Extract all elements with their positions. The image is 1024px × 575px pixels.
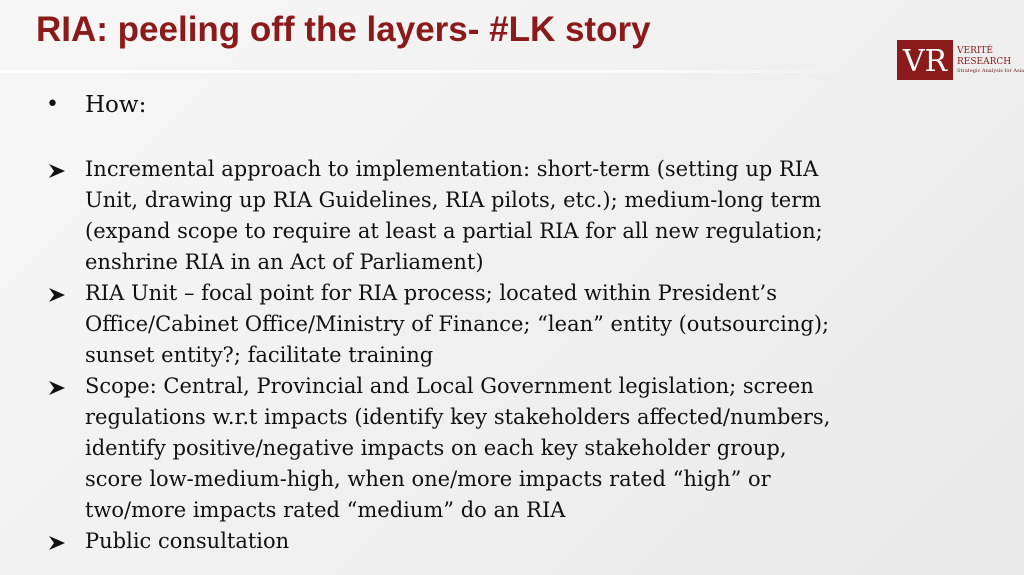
list-item xyxy=(46,278,846,371)
logo-monogram: VR xyxy=(902,44,948,79)
point-text: RIA Unit – focal point for RIA process; located within President’s Office/Cabinet Office/Ministry of Finance; “lean” entity (outsourcing); sunset entity?; facilitate training xyxy=(85,281,830,367)
logo-monogram-icon xyxy=(897,40,953,80)
point-text: Incremental approach to implementation: short-term (setting up RIA Unit, drawing up RIA Guidelines, RIA pilots, etc.); medium-long term (expand scope to require at least a partial RIA for all new regulation; enshrine RIA in an Act of Parliament) xyxy=(85,157,823,274)
arrowhead-bullet-icon xyxy=(48,535,66,551)
point-text: Public consultation xyxy=(85,529,290,553)
slide-body xyxy=(46,88,846,557)
logo-text xyxy=(957,46,1024,75)
point-text: Scope: Central, Provincial and Local Government legislation; screen regulations w.r.t impacts (identify key stakeholders affected/numbers, identify positive/negative impacts on each key stakeholder group, score low-medium-high, when one/more impacts rated “high” or two/more impacts rated “medium” do an RIA xyxy=(85,374,831,522)
logo-line-1: VERITÉ xyxy=(957,45,993,56)
arrowhead-bullet-icon xyxy=(48,163,66,179)
list-item xyxy=(46,154,846,278)
logo-mark xyxy=(897,40,953,80)
verite-research-logo xyxy=(897,39,1024,81)
logo-tagline: Strategic Analysis for Asia xyxy=(957,67,1024,74)
list-item xyxy=(46,371,846,526)
arrowhead-bullet-icon xyxy=(48,380,66,396)
arrowhead-bullet-icon xyxy=(48,287,66,303)
how-bullet xyxy=(46,88,846,122)
slide-title: RIA: peeling off the layers- #LK story xyxy=(36,10,651,49)
how-label: How: xyxy=(85,92,147,118)
list-item xyxy=(46,526,846,557)
points-list xyxy=(46,154,846,557)
round-bullet-icon: • xyxy=(46,92,59,117)
title-divider xyxy=(0,70,850,73)
logo-line-2: RESEARCH xyxy=(957,56,1012,67)
